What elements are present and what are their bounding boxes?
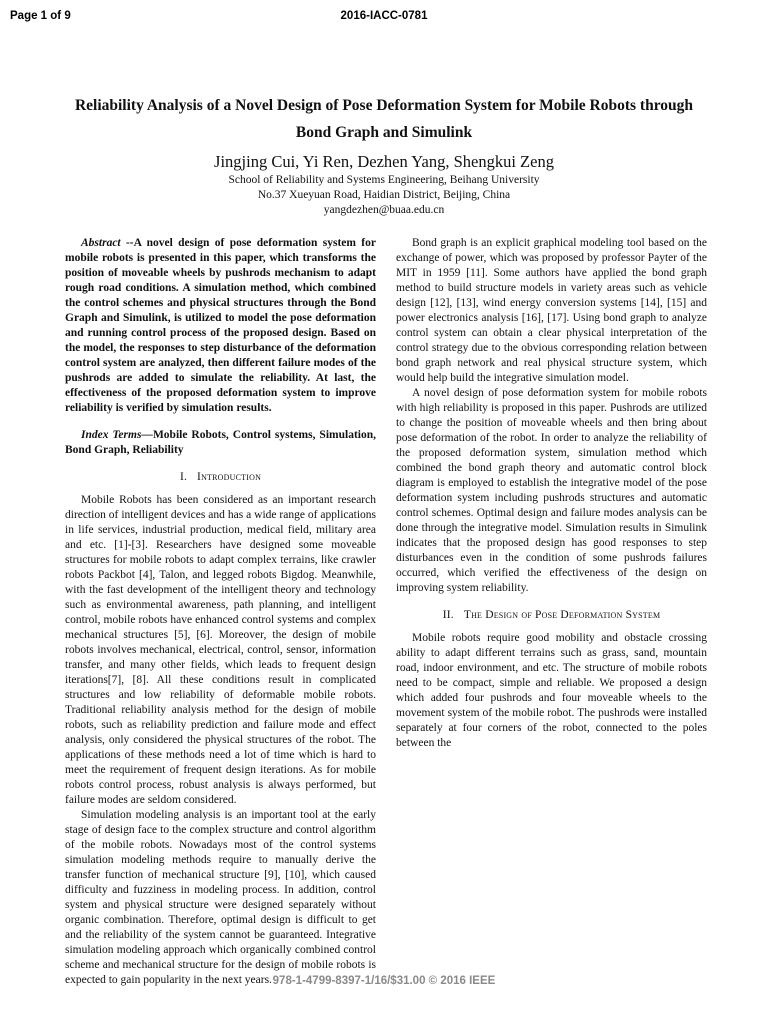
abstract xyxy=(65,236,376,416)
paper-id: 2016-IACC-0781 xyxy=(340,10,428,22)
left-column xyxy=(65,236,376,988)
affiliation-address: No.37 Xueyuan Road, Haidian District, Beijing, China xyxy=(257,189,511,201)
author-email: yangdezhen@buaa.edu.cn xyxy=(323,204,445,216)
paper-title: Reliability Analysis of a Novel Design of Pose Deformation System for Mobile Robots through Bond Graph and Simulink xyxy=(74,97,694,141)
index-terms-text: Mobile Robots, Control systems, Simulation, Bond Graph, Reliability xyxy=(65,429,376,456)
index-terms xyxy=(65,428,376,458)
index-terms-label: Index Terms— xyxy=(81,429,153,441)
intro-paragraph-1: Mobile Robots has been considered as an important research direction of intelligent devices and has a wide range of applications in life services, industrial production, medical field, military area and etc. [1]-[3]. Researchers have designed some moveable structures for mobile robots to adapt complex terrains, like crawler robots Packbot [4], Talon, and legged robots Bigdog. Meanwhile, with the fast development of the intelligent theory and technology such as environmental awareness, path planning, and intelligent control, mobile robots have enhanced control systems and complex mechanical structures [5], [6]. Moreover, the design of mobile robots involves mechanical, electrical, control, sensor, information transfer, and many other fields, which leads to frequent design iterations[7], [8]. All these conditions result in complicated structures and low reliability of deformable mobile robots. Traditional reliability analysis method for the design of mobile robots, such as reliability prediction and failure mode and effect analysis, only considered the physical structures of the robot. The applications of these methods need a lot of time which is hard to meet the requirement of frequent design iterations. As for mobile robots control process, robust analysis is always performed, but failure modes are seldom considered. xyxy=(65,494,376,806)
abstract-label: Abstract -- xyxy=(81,237,134,249)
affiliation-line: School of Reliability and Systems Engineering, Beihang University xyxy=(228,174,540,186)
section-title: The Design of Pose Deformation System xyxy=(463,609,661,621)
intro-paragraph-4: A novel design of pose deformation system for mobile robots with high reliability is proposed in this paper. Pushrods are utilized to change the position of moveable wheels and then bring about pose deformation of the robot. In order to analyze the reliability of the proposed deformation system, simulation method which combined the bond graph theory and automatic control block diagram is employed to establish the integrative model of the pose deformation system including pushrods structures and automatic control schemes. Optimal design and failure modes analysis can be done through the integrative model. Simulation results in Simulink indicates that the proposed design has good responses to step disturbances even in the condition of some pushrods failures occurred, which verified the effectiveness of the design on improving system reliability. xyxy=(396,387,707,594)
section-number: I. xyxy=(179,471,188,483)
intro-paragraph-3: Bond graph is an explicit graphical modeling tool based on the exchange of power, which was proposed by professor Payter of the MIT in 1959 [11]. Some authors have applied the bond graph method to build structure models in variety areas such as vehicle design [12], [13], wind energy conversion systems [14], [15] and power electronics analysis [16], [17]. Using bond graph to analyze control system can obtain a clear physical interpretation of the control strategy due to the obvious corresponding relation between bond graph network and real physical structure system, which would help build the integrative simulation model. xyxy=(396,237,707,384)
section-number: II. xyxy=(442,609,454,621)
design-paragraph-1: Mobile robots require good mobility and obstacle crossing ability to adapt different terrains such as grass, sand, mountain road, indoor environment, and etc. The structure of mobile robots need to be compact, simple and reliable. We proposed a design which added four pushrods and four moveable wheels to the movement system of the mobile robot. The pushrods were installed separately at four corners of the robot, connected to the poles between the xyxy=(396,632,707,749)
right-column xyxy=(396,236,707,751)
section-heading-design xyxy=(396,608,707,623)
copyright-footer: 978-1-4799-8397-1/16/$31.00 © 2016 IEEE xyxy=(272,975,496,987)
intro-paragraph-2: Simulation modeling analysis is an important tool at the early stage of design face to the complex structure and control algorithm of the mobile robots. Nowadays most of the control systems simulation modeling methods require to manually derive the transfer function of mechanical structure [9], [10], which caused difficulty and fuzziness in modeling process. In addition, control system and physical structure were designed separately without organic combination. Therefore, optimal design is difficult to get and the reliability of the system cannot be guaranteed. Integrative simulation modeling approach which organically combined control scheme and mechanical structure for the design of mobile robots is expected to gain popularity in the next years. xyxy=(65,809,376,986)
section-heading-introduction xyxy=(65,470,376,485)
section-title: Introduction xyxy=(197,471,262,483)
author-list: Jingjing Cui, Yi Ren, Dezhen Yang, Shengkui Zeng xyxy=(214,152,554,171)
page-number: Page 1 of 9 xyxy=(10,10,71,22)
abstract-text: A novel design of pose deformation system for mobile robots is presented in this paper, which transforms the position of moveable wheels by pushrods mechanism to adapt rough road conditions. A simulation method, which combined the control schemes and physical structures through the Bond Graph and Simulink, is utilized to model the pose deformation and running control process of the proposed design. Based on the model, the responses to step disturbance of the deformation control system are analyzed, then different failure modes of the pushrods are added to simulate the reliability. At last, the effectiveness of the proposed deformation system to improve reliability is verified by simulation results. xyxy=(65,237,376,414)
